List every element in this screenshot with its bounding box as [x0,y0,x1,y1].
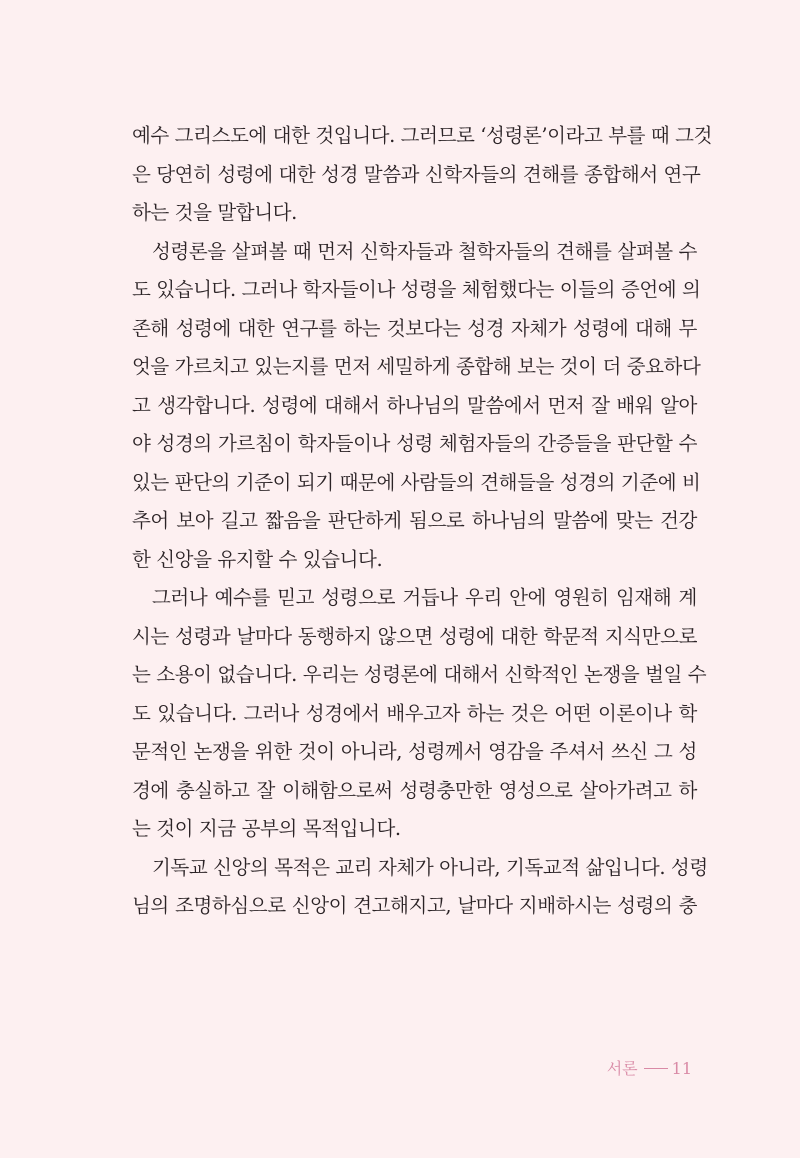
text-line-19: 는 것이 지금 공부의 목적입니다. [132,817,401,840]
text-line-18: 경에 충실하고 잘 이해함으로써 성령충만한 영성으로 살아가려고 하 [132,778,697,802]
text-line-6: 존해 성령에 대한 연구를 하는 것보다는 성경 자체가 성령에 대해 무 [132,316,697,340]
text-line-17: 문적인 논쟁을 위한 것이 아니라, 성령께서 영감을 주셔서 쓰신 그 성 [132,740,697,763]
running-section-title: 서론 [606,1059,638,1078]
text-line-10: 있는 판단의 기준이 되기 때문에 사람들의 견해들을 성경의 기준에 비 [132,470,701,494]
text-line-1: 예수 그리스도에 대한 것입니다. 그러므로 ‘성령론’이라고 부를 때 그것 [132,124,713,147]
text-line-5: 도 있습니다. 그러나 학자들이나 성령을 체험했다는 이들의 증언에 의 [132,278,701,301]
text-line-7: 엇을 가르치고 있는지를 먼저 세밀하게 종합해 보는 것이 더 중요하다 [132,355,701,378]
text-line-14: 시는 성령과 날마다 동행하지 않으면 성령에 대한 학문적 지식만으로 [132,624,697,648]
text-line-12: 한 신앙을 유지할 수 있습니다. [132,547,383,571]
text-line-16: 도 있습니다. 그러나 성경에서 배우고자 하는 것은 어떤 이론이나 학 [132,701,697,725]
text-line-20: 기독교 신앙의 목적은 교리 자체가 아니라, 기독교적 삶입니다. 성령 [152,855,708,879]
text-line-21: 님의 조명하심으로 신앙이 견고해지고, 날마다 지배하시는 성령의 충 [132,894,697,917]
text-line-11: 추어 보아 길고 짧음을 판단하게 됨으로 하나님의 말씀에 맞는 건강 [132,509,697,532]
footer-rule [644,1068,668,1069]
page-footer [607,1056,692,1079]
text-line-3: 하는 것을 말합니다. [132,201,297,224]
text-line-15: 는 소용이 없습니다. 우리는 성령론에 대해서 신학적인 논쟁을 벌일 수 [132,663,707,686]
text-line-9: 야 성경의 가르침이 학자들이나 성령 체험자들의 간증들을 판단할 수 [132,432,697,455]
page-number: 11 [671,1059,692,1078]
text-line-4: 성령론을 살펴볼 때 먼저 신학자들과 철학자들의 견해를 살펴볼 수 [152,239,697,263]
text-line-8: 고 생각합니다. 성령에 대해서 하나님의 말씀에서 먼저 잘 배워 알아 [132,393,697,417]
text-line-2: 은 당연히 성령에 대한 성경 말씀과 신학자들의 견해를 종합해서 연구 [132,162,701,186]
body-text [132,117,713,926]
text-line-13: 그러나 예수를 믿고 성령으로 거듭나 우리 안에 영원히 임재해 계 [152,586,697,609]
